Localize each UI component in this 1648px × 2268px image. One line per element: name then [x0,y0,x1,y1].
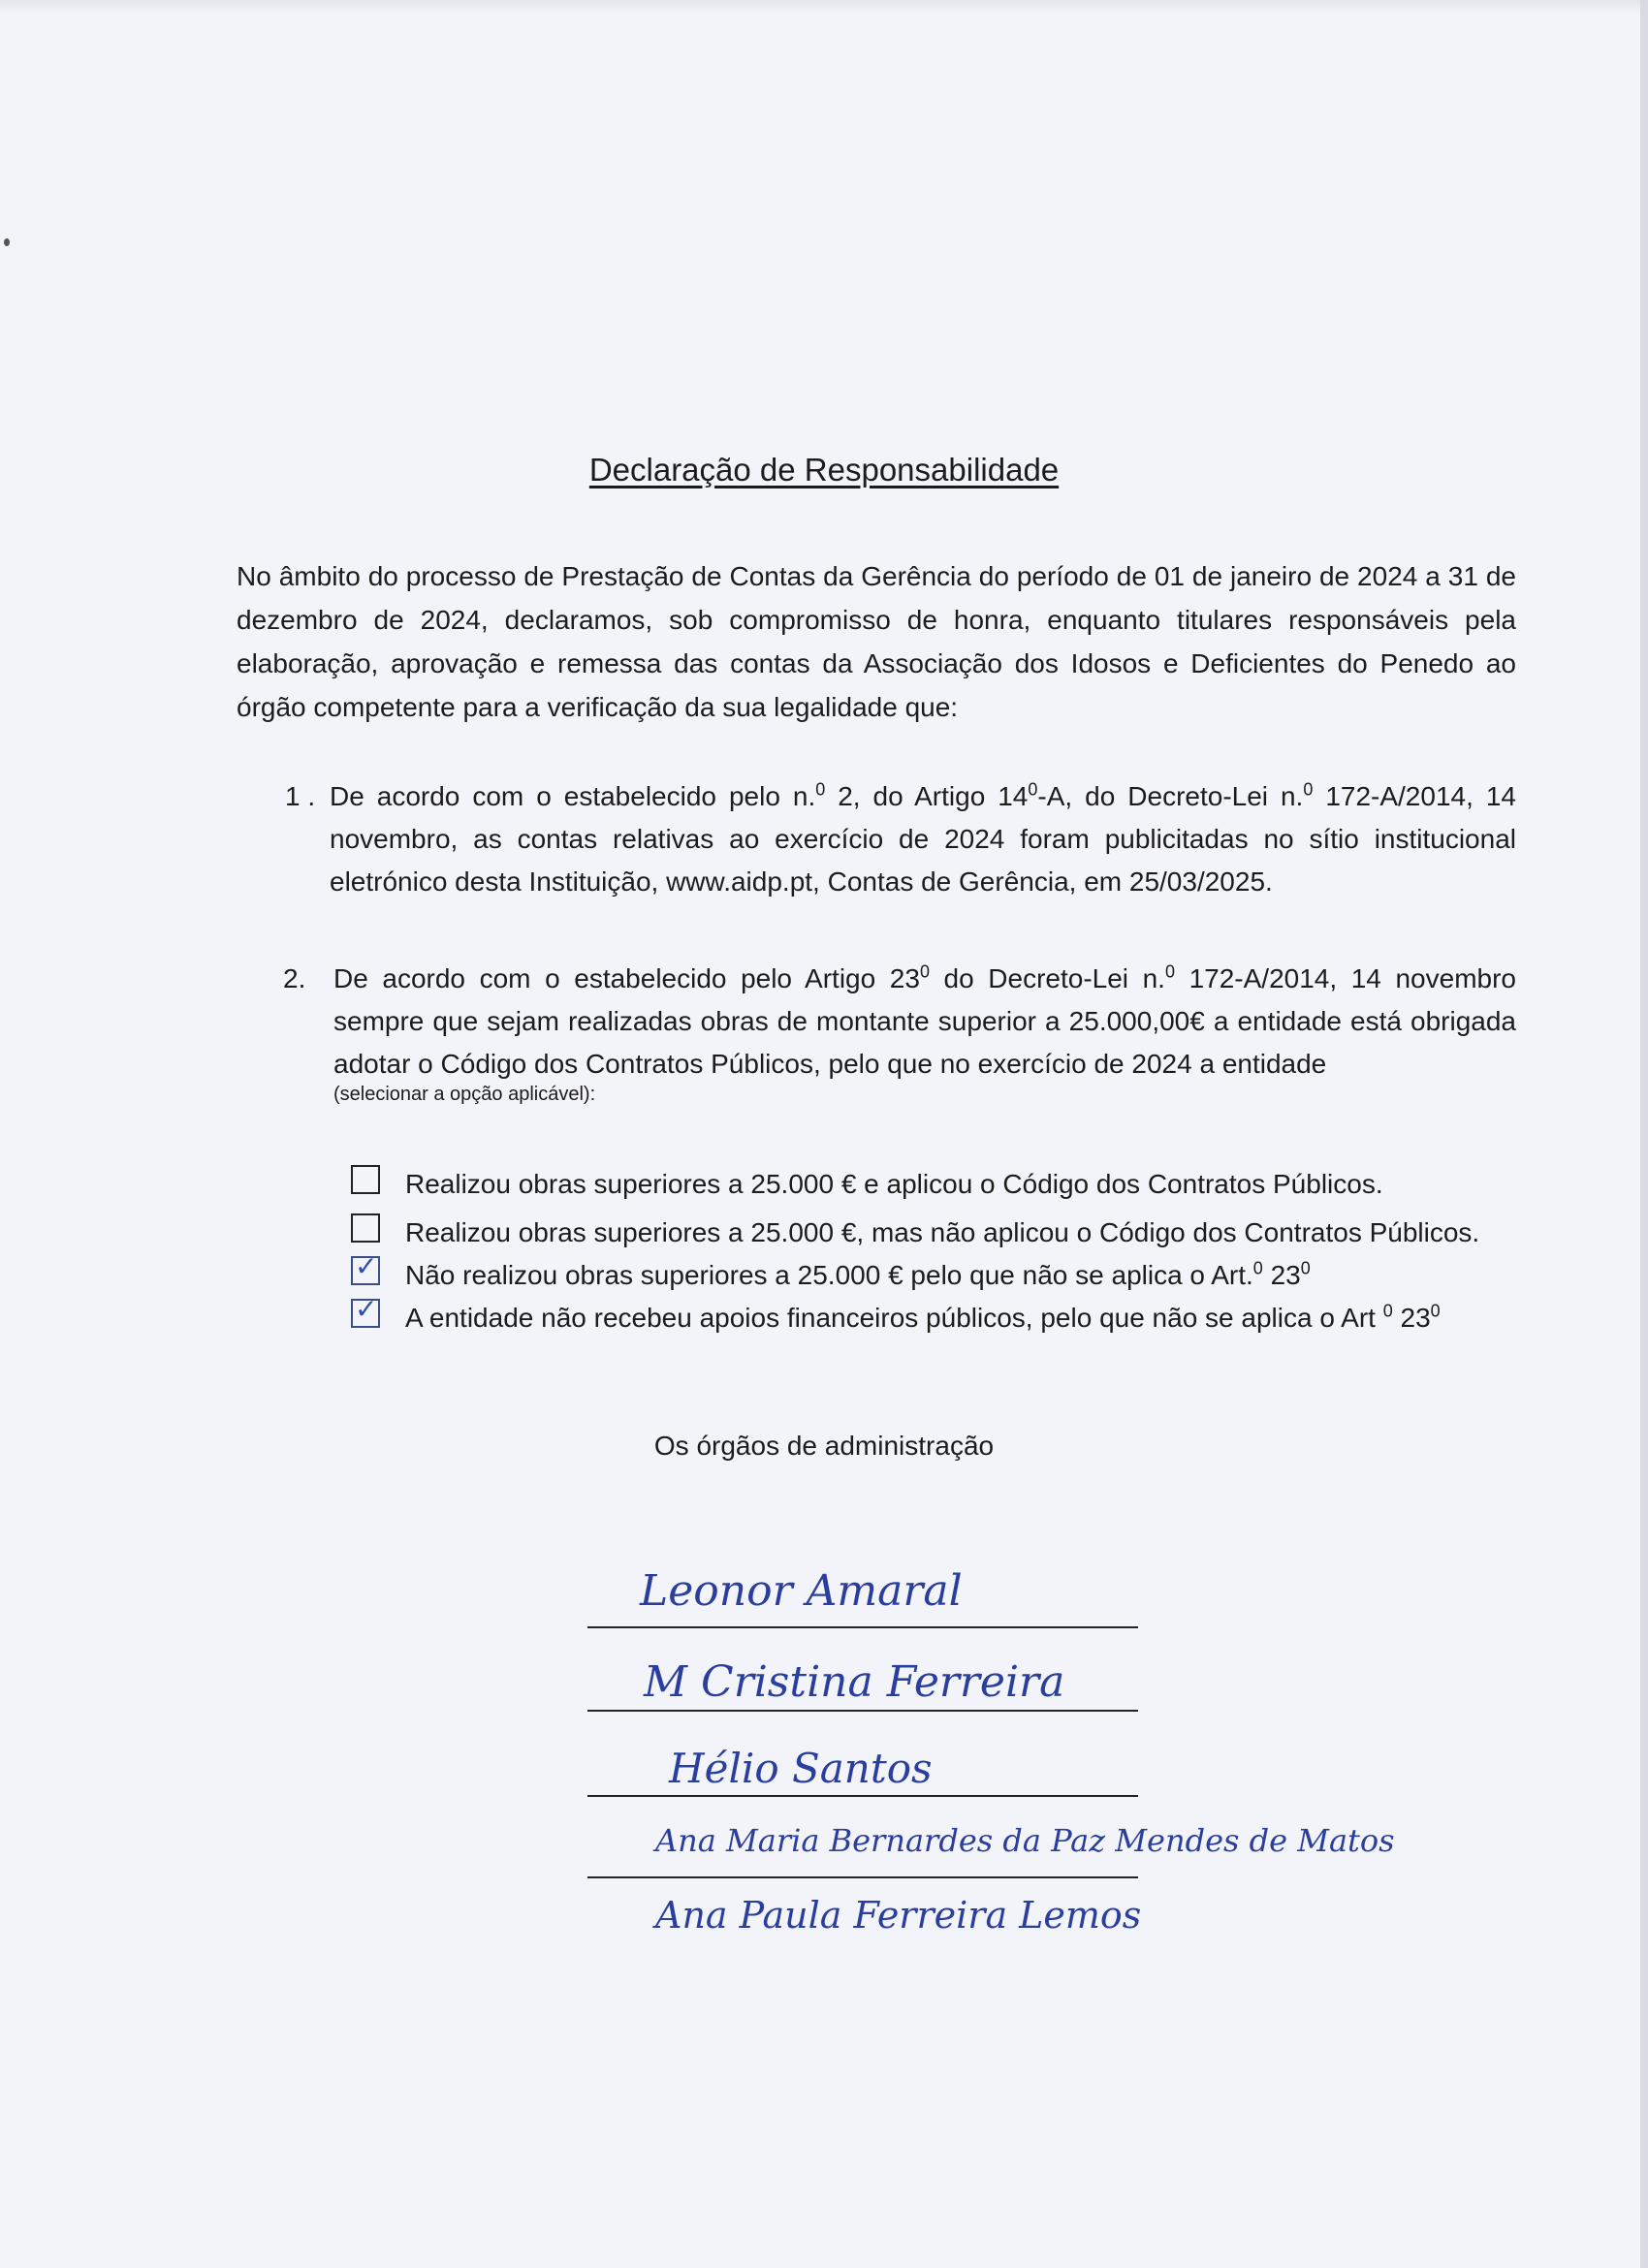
declaration-item-1: 1 . De acordo com o estabelecido pelo n.$^0$ 2, do Artigo $14^0-A$, do Decreto-Lei n.$^0$ 172-A/2014, 14 novembro, as contas relativas ao exercício de 2024 foram publicitadas no sítio institucional eletrónico desta Instituição, www.aidp.pt, Contas de Gerência, em 25/03/2025. [330,775,1516,903]
signature-4: Ana Maria Bernardes da Paz Mendes de Matos [655,1822,1395,1859]
signature-3: Hélio Santos [669,1745,933,1792]
option-item [351,1251,1611,1297]
signature-1: Leonor Amaral [640,1566,963,1616]
option-label: Realizou obras superiores a 25.000 € e aplicou o Código dos Contratos Públicos. [405,1169,1383,1199]
option-item [351,1163,1611,1206]
signature-line [587,1710,1138,1712]
signature-line [587,1795,1138,1797]
option-item [351,1212,1611,1254]
checkbox[interactable] [351,1213,380,1243]
document-title: Declaração de Responsabilidade [588,452,1060,488]
scan-right-edge [1640,0,1648,2268]
option-label: Realizou obras superiores a 25.000 €, mas não aplicou o Código dos Contratos Públicos. [405,1217,1480,1247]
option-label: Não realizou obras superiores a 25.000 € pelo que não se aplica o Art.$^0$ $23^0$ [405,1258,1311,1290]
option-item [351,1294,1611,1339]
check-mark-icon: ✓ [355,1251,378,1281]
signature-2: M Cristina Ferreira [644,1657,1065,1707]
intro-paragraph: No âmbito do processo de Prestação de Contas da Gerência do período de 01 de janeiro de 2024 a 31 de dezembro de 2024, declaramos, sob compromisso de honra, enquanto titulares responsáveis pela elaboração, aprovação e remessa das contas da Associação dos Idosos e Deficientes do Penedo ao órgão competente para a verificação da sua legalidade que: [237,561,1516,722]
option-label: A entidade não recebeu apoios financeiros públicos, pelo que não se aplica o Art $^0$ $23^0$ [405,1301,1441,1333]
item-number: 2. [283,963,306,993]
declaration-item-2: 2. De acordo com o estabelecido pelo Artigo $23^0$ do Decreto-Lei n.$^0$ 172-A/2014, 14 novembro sempre que sejam realizadas obras de montante superior a 25.000,00€ a entidade está obrigada adotar o Código dos Contratos Públicos, pelo que no exercício de 2024 a entidade [333,958,1516,1086]
checkbox[interactable] [351,1165,380,1194]
item-number: 1 . [285,781,316,811]
scan-speck [4,238,10,246]
options-list [351,1163,1611,1339]
signature-line [587,1626,1138,1628]
signature-5: Ana Paula Ferreira Lemos [655,1894,1142,1937]
check-mark-icon: ✓ [355,1294,378,1324]
signature-line [587,1876,1138,1878]
signoff-heading: Os órgãos de administração [653,1431,995,1461]
scan-top-edge [0,0,1648,14]
checkbox-checked[interactable] [351,1294,380,1328]
checkbox-checked[interactable] [351,1251,380,1285]
selection-note: (selecionar a opção aplicável): [333,1084,596,1105]
